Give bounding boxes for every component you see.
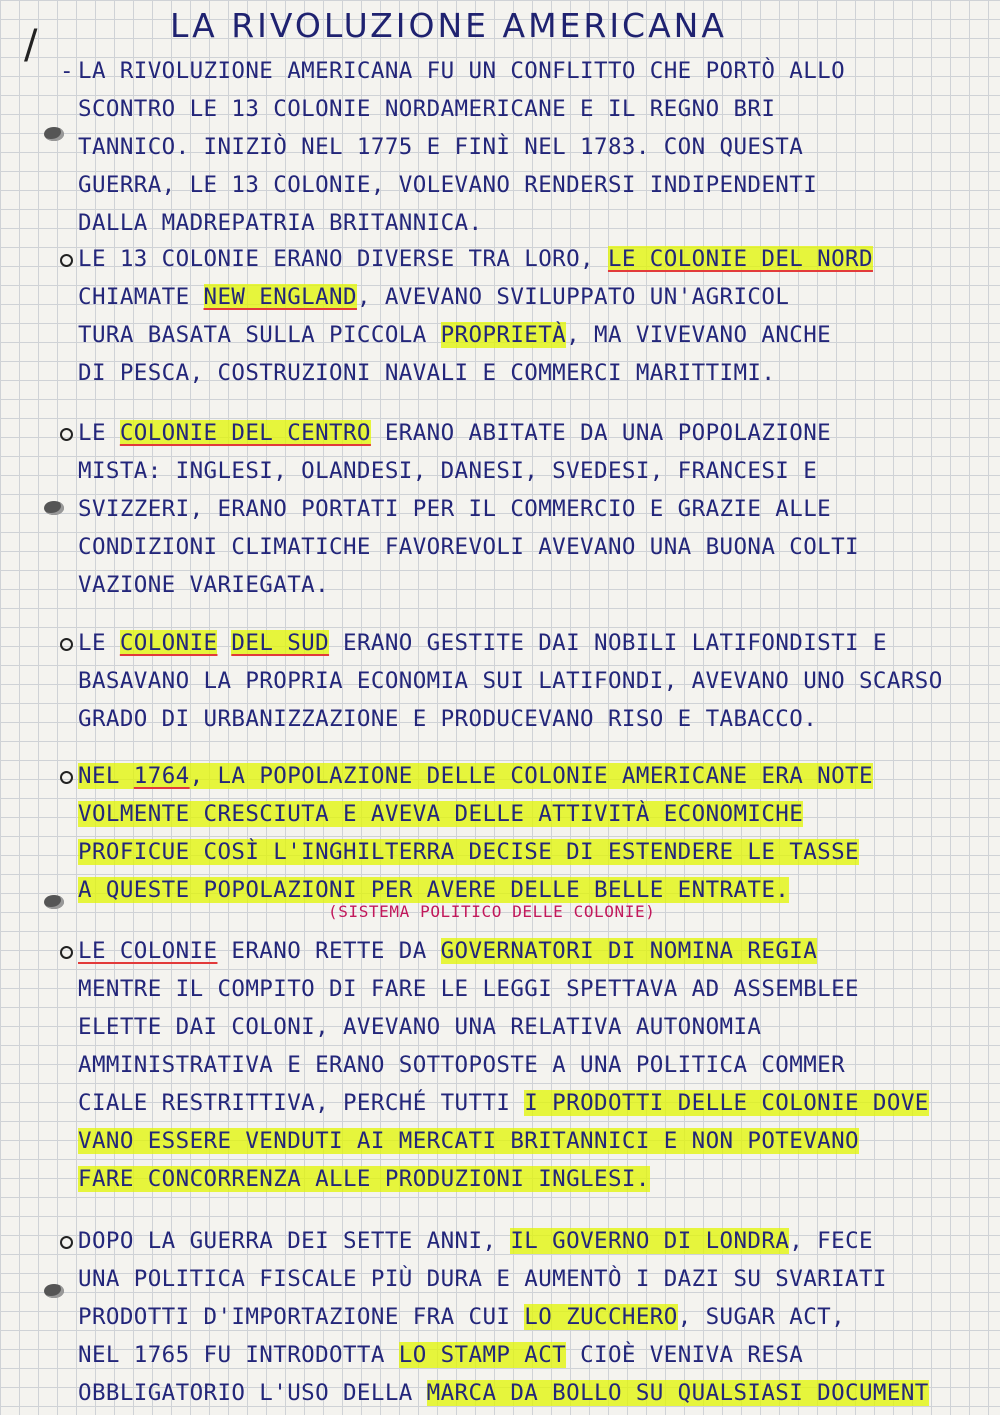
bullet-icon xyxy=(60,1236,73,1249)
line-text: ELETTE DAI COLONI, AVEVANO UNA RELATIVA AUTONOMIA xyxy=(78,1014,762,1040)
text-line xyxy=(60,1046,990,1084)
line-text: AMMINISTRATIVA E ERANO SOTTOPOSTE A UNA POLITICA COMMER xyxy=(78,1052,846,1078)
text-line xyxy=(60,1298,990,1336)
line-text: NEL 1765 FU INTRODOTTA xyxy=(78,1342,399,1368)
text-line xyxy=(60,166,990,204)
text-line xyxy=(60,204,990,242)
dash-marker: - xyxy=(60,58,74,84)
text-line xyxy=(60,970,990,1008)
highlighted-text: 1764 xyxy=(133,763,190,789)
paragraph-7 xyxy=(60,1222,990,1412)
margin-note: (SISTEMA POLITICO DELLE COLONIE) xyxy=(328,902,656,921)
line-text: ERANO GESTITE DAI NOBILI LATIFONDISTI E xyxy=(329,630,887,656)
text-line xyxy=(60,1122,990,1160)
text-line xyxy=(60,833,990,871)
line-text: ERANO RETTE DA xyxy=(217,938,441,964)
bullet-icon xyxy=(60,254,73,267)
line-text: CHIAMATE xyxy=(78,284,204,310)
line-text: MISTA: INGLESI, OLANDESI, DANESI, SVEDESI, FRANCESI E xyxy=(78,458,818,484)
highlighted-text: A QUESTE POPOLAZIONI PER AVERE DELLE BELLE ENTRATE. xyxy=(78,877,790,903)
bullet-icon xyxy=(60,428,73,441)
line-text: PRODOTTI D'IMPORTAZIONE FRA CUI xyxy=(78,1304,525,1330)
line-text: LE xyxy=(78,630,120,656)
highlighted-text: MARCA DA BOLLO SU QUALSIASI DOCUMENT xyxy=(426,1380,929,1406)
paragraph-1 xyxy=(60,52,990,242)
text-line xyxy=(60,490,990,528)
line-text: , FECE xyxy=(789,1228,873,1254)
text-line xyxy=(60,566,990,604)
line-text: LA RIVOLUZIONE AMERICANA FU UN CONFLITTO CHE PORTÒ ALLO xyxy=(78,58,846,84)
highlighted-text: LE COLONIE xyxy=(78,938,218,964)
text-line xyxy=(60,52,990,90)
bullet-icon xyxy=(60,771,73,784)
line-text: CIOÈ VENIVA RESA xyxy=(566,1342,804,1368)
text-line xyxy=(60,1084,990,1122)
highlighted-text: GOVERNATORI DI NOMINA REGIA xyxy=(440,938,818,964)
text-line xyxy=(60,795,990,833)
line-text: UNA POLITICA FISCALE PIÙ DURA E AUMENTÒ I DAZI SU SVARIATI xyxy=(78,1266,887,1292)
paragraph-6 xyxy=(60,932,990,1198)
paragraph-3 xyxy=(60,414,990,604)
highlighted-text: NEW ENGLAND xyxy=(203,284,357,310)
text-line xyxy=(60,932,990,970)
bullet-icon xyxy=(60,638,73,651)
text-line xyxy=(60,128,990,166)
text-line xyxy=(60,240,990,278)
line-text: LE 13 COLONIE ERANO DIVERSE TRA LORO, xyxy=(78,246,608,272)
line-text: GUERRA, LE 13 COLONIE, VOLEVANO RENDERSI INDIPENDENTI xyxy=(78,172,818,198)
highlighted-text: NEL xyxy=(78,763,134,789)
text-line xyxy=(60,1160,990,1198)
line-text: SVIZZERI, ERANO PORTATI PER IL COMMERCIO E GRAZIE ALLE xyxy=(78,496,832,522)
highlighted-text: PROPRIETÀ xyxy=(440,322,567,348)
line-text: DALLA MADREPATRIA BRITANNICA. xyxy=(78,210,483,236)
line-text: DI PESCA, COSTRUZIONI NAVALI E COMMERCI MARITTIMI. xyxy=(78,360,776,386)
line-text: ERANO ABITATE DA UNA POPOLAZIONE xyxy=(370,420,832,446)
highlighted-text: FARE CONCORRENZA ALLE PRODUZIONI INGLESI. xyxy=(78,1166,650,1192)
highlighted-text: , LA POPOLAZIONE DELLE COLONIE AMERICANE ERA NOTE xyxy=(189,763,873,789)
line-text: TANNICO. INIZIÒ NEL 1775 E FINÌ NEL 1783. CON QUESTA xyxy=(78,134,804,160)
bullet-icon xyxy=(60,946,73,959)
line-text: SCONTRO LE 13 COLONIE NORDAMERICANE E IL REGNO BRI xyxy=(78,96,776,122)
highlighted-text: IL GOVERNO DI LONDRA xyxy=(510,1228,790,1254)
highlighted-text: DEL SUD xyxy=(231,630,330,656)
highlighted-text: I PRODOTTI DELLE COLONIE DOVE xyxy=(524,1090,929,1116)
line-text: GRADO DI URBANIZZAZIONE E PRODUCEVANO RISO E TABACCO. xyxy=(78,706,818,732)
highlighted-text: LO STAMP ACT xyxy=(398,1342,567,1368)
text-line xyxy=(60,278,990,316)
text-line xyxy=(60,452,990,490)
text-line xyxy=(60,757,990,795)
highlighted-text: COLONIE DEL CENTRO xyxy=(119,420,371,446)
line-text xyxy=(217,630,231,656)
paragraph-5 xyxy=(60,757,990,909)
text-line xyxy=(60,1374,990,1412)
text-line xyxy=(60,1336,990,1374)
line-text: OBBLIGATORIO L'USO DELLA xyxy=(78,1380,427,1406)
highlighted-text: VANO ESSERE VENDUTI AI MERCATI BRITANNICI E NON POTEVANO xyxy=(78,1128,859,1154)
text-line xyxy=(60,316,990,354)
text-line xyxy=(60,528,990,566)
line-text: VAZIONE VARIEGATA. xyxy=(78,572,330,598)
text-line xyxy=(60,662,990,700)
line-text: BASAVANO LA PROPRIA ECONOMIA SUI LATIFONDI, AVEVANO UNO SCARSO xyxy=(78,668,943,694)
paragraph-4 xyxy=(60,624,990,738)
text-line xyxy=(60,1222,990,1260)
line-text: , AVEVANO SVILUPPATO UN'AGRICOL xyxy=(356,284,790,310)
highlighted-text: PROFICUE COSÌ L'INGHILTERRA DECISE DI ESTENDERE LE TASSE xyxy=(78,839,859,865)
line-text: TURA BASATA SULLA PICCOLA xyxy=(78,322,441,348)
line-text: , MA VIVEVANO ANCHE xyxy=(566,322,832,348)
text-line xyxy=(60,700,990,738)
line-text: MENTRE IL COMPITO DI FARE LE LEGGI SPETTAVA AD ASSEMBLEE xyxy=(78,976,859,1002)
line-text: DOPO LA GUERRA DEI SETTE ANNI, xyxy=(78,1228,511,1254)
line-text: CIALE RESTRITTIVA, PERCHÉ TUTTI xyxy=(78,1090,525,1116)
margin-mark: / xyxy=(24,22,38,68)
text-line xyxy=(60,624,990,662)
text-line xyxy=(60,1260,990,1298)
highlighted-text: LE COLONIE DEL NORD xyxy=(607,246,873,272)
highlighted-text: COLONIE xyxy=(119,630,218,656)
highlighted-text: VOLMENTE CRESCIUTA E AVEVA DELLE ATTIVITÀ ECONOMICHE xyxy=(78,801,804,827)
page-title: LA RIVOLUZIONE AMERICANA xyxy=(170,6,727,45)
paragraph-2 xyxy=(60,240,990,392)
highlighted-text: LO ZUCCHERO xyxy=(524,1304,678,1330)
text-line xyxy=(60,354,990,392)
text-line xyxy=(60,90,990,128)
line-text: CONDIZIONI CLIMATICHE FAVOREVOLI AVEVANO UNA BUONA COLTI xyxy=(78,534,859,560)
line-text: LE xyxy=(78,420,120,446)
text-line xyxy=(60,414,990,452)
text-line xyxy=(60,1008,990,1046)
line-text: , SUGAR ACT, xyxy=(677,1304,846,1330)
